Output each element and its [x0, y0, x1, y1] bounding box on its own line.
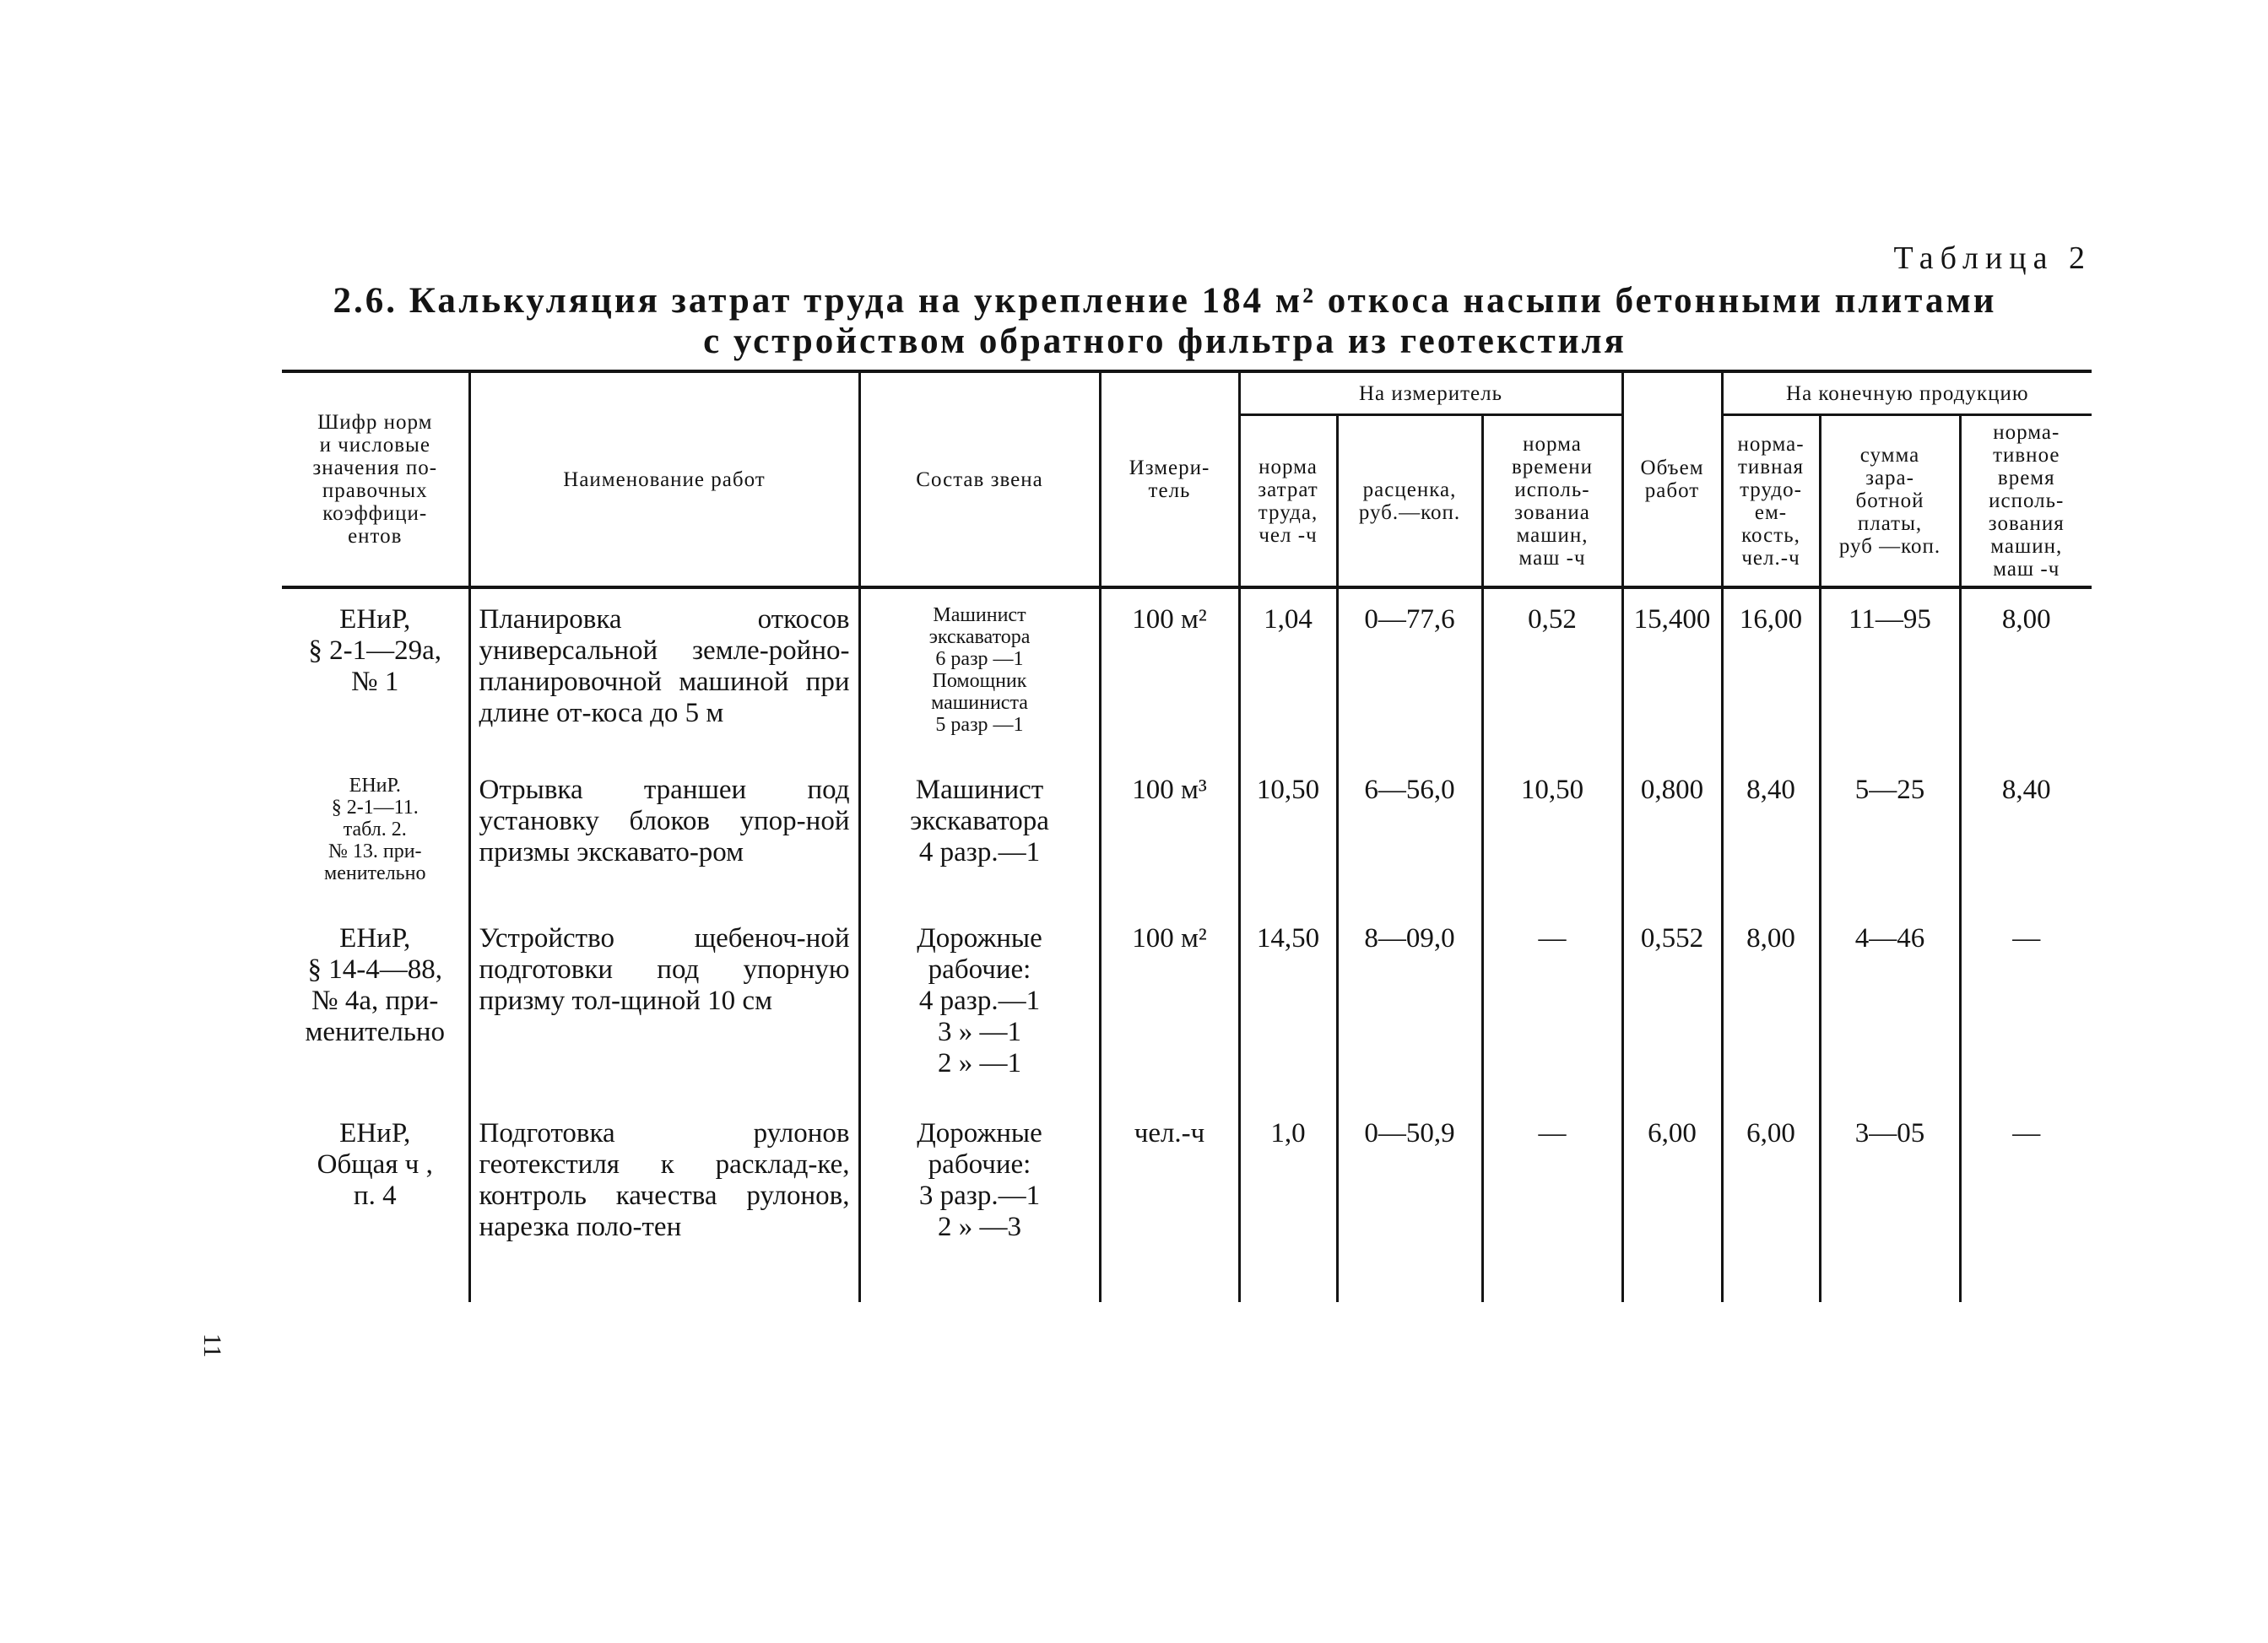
table-row — [282, 759, 2092, 908]
cell-crew: Машинист экскаватора 6 разр —1 Помощник машиниста 5 разр —1 — [859, 587, 1100, 759]
table-row — [282, 908, 2092, 1103]
cell-labor-norm: 1,04 — [1239, 587, 1337, 759]
cell-unit: 100 м² — [1100, 587, 1239, 759]
cell-code: ЕНиР, § 14-4—88, № 4а, при- менительно — [305, 923, 446, 1047]
cell-wage-total: 11—95 — [1820, 587, 1960, 759]
cell-volume: 6,00 — [1622, 1103, 1722, 1302]
labor-cost-calculation-table — [282, 370, 2092, 1302]
cell-unit: 100 м³ — [1100, 759, 1239, 908]
header-work-name: Наименование работ — [469, 371, 859, 587]
table-row — [282, 587, 2092, 759]
cell-code: ЕНиР. § 2-1—11. табл. 2. № 13. при- менительно — [324, 775, 426, 884]
cell-crew: Дорожные рабочие: 4 разр.—1 3 » —1 2 » —1 — [859, 908, 1100, 1103]
cell-rate: 8—09,0 — [1337, 908, 1482, 1103]
cell-labor-total: 16,00 — [1722, 587, 1820, 759]
cell-work: Отрывка траншеи под установку блоков упор-ной призмы экскавато-ром — [469, 759, 859, 908]
cell-wage-total: 4—46 — [1820, 908, 1960, 1103]
header-machine-norm: норма времени исполь- зованиа машин, маш -ч — [1482, 415, 1622, 588]
table-number-label: Таблица 2 — [1893, 241, 2092, 276]
table-row — [282, 1103, 2092, 1302]
table-title-line-2: с устройством обратного фильтра из геотекстиля — [703, 322, 1627, 361]
cell-code: ЕНиР, Общая ч , п. 4 — [317, 1118, 433, 1211]
cell-rate: 0—77,6 — [1337, 587, 1482, 759]
header-machine-total: норма- тивное время исполь- зования машин, маш -ч — [1960, 415, 2092, 588]
cell-labor-total: 6,00 — [1722, 1103, 1820, 1302]
page-number: 11 — [198, 1333, 226, 1358]
table-title-line-1: 2.6. Калькуляция затрат труда на укрепление 184 м² откоса насыпи бетонными плитами — [333, 281, 1997, 321]
cell-labor-total: 8,40 — [1722, 759, 1820, 908]
header-labor-norm: норма затрат труда, чел -ч — [1239, 415, 1337, 588]
table-body — [282, 587, 2092, 1302]
cell-work: Подготовка рулонов геотекстиля к расклад-ке, контроль качества рулонов, нарезка поло-тен — [469, 1103, 859, 1302]
cell-crew: Машинист экскаватора 4 разр.—1 — [859, 759, 1100, 908]
cell-unit: 100 м² — [1100, 908, 1239, 1103]
cell-crew: Дорожные рабочие: 3 разр.—1 2 » —3 — [859, 1103, 1100, 1302]
cell-volume: 15,400 — [1622, 587, 1722, 759]
cell-unit: чел.-ч — [1100, 1103, 1239, 1302]
cell-wage-total: 5—25 — [1820, 759, 1960, 908]
cell-labor-total: 8,00 — [1722, 908, 1820, 1103]
cell-rate: 6—56,0 — [1337, 759, 1482, 908]
cell-work: Планировка откосов универсальной земле-ройно-планировочной машиной при длине от-коса до 5 м — [469, 587, 859, 759]
cell-machine-total: 8,00 — [1960, 587, 2092, 759]
cell-labor-norm: 1,0 — [1239, 1103, 1337, 1302]
cell-rate: 0—50,9 — [1337, 1103, 1482, 1302]
table-header — [282, 371, 2092, 587]
header-per-product-group: На конечную продукцию — [1722, 371, 2092, 415]
cell-work: Устройство щебеноч-ной подготовки под упорную призму тол-щиной 10 см — [469, 908, 859, 1103]
header-per-unit-group: На измеритель — [1239, 371, 1622, 415]
header-code: Шифр норм и числовые значения по- правочных коэффици- ентов — [282, 371, 469, 587]
cell-machine-norm: 0,52 — [1482, 587, 1622, 759]
header-volume: Объем работ — [1622, 371, 1722, 587]
cell-machine-total: — — [1960, 908, 2092, 1103]
cell-machine-norm: 10,50 — [1482, 759, 1622, 908]
cell-machine-norm: — — [1482, 908, 1622, 1103]
cell-wage-total: 3—05 — [1820, 1103, 1960, 1302]
header-labor-total: норма- тивная трудо- ем- кость, чел.-ч — [1722, 415, 1820, 588]
cell-labor-norm: 10,50 — [1239, 759, 1337, 908]
header-wage-total: сумма зара- ботной платы, руб —коп. — [1820, 415, 1960, 588]
cell-machine-norm: — — [1482, 1103, 1622, 1302]
cell-volume: 0,800 — [1622, 759, 1722, 908]
header-rate: расценка, руб.—коп. — [1337, 415, 1482, 588]
cell-machine-total: 8,40 — [1960, 759, 2092, 908]
header-unit: Измери- тель — [1100, 371, 1239, 587]
header-crew: Состав звена — [859, 371, 1100, 587]
cell-volume: 0,552 — [1622, 908, 1722, 1103]
cell-machine-total: — — [1960, 1103, 2092, 1302]
cell-labor-norm: 14,50 — [1239, 908, 1337, 1103]
cell-code: ЕНиР, § 2-1—29а, № 1 — [308, 604, 442, 697]
